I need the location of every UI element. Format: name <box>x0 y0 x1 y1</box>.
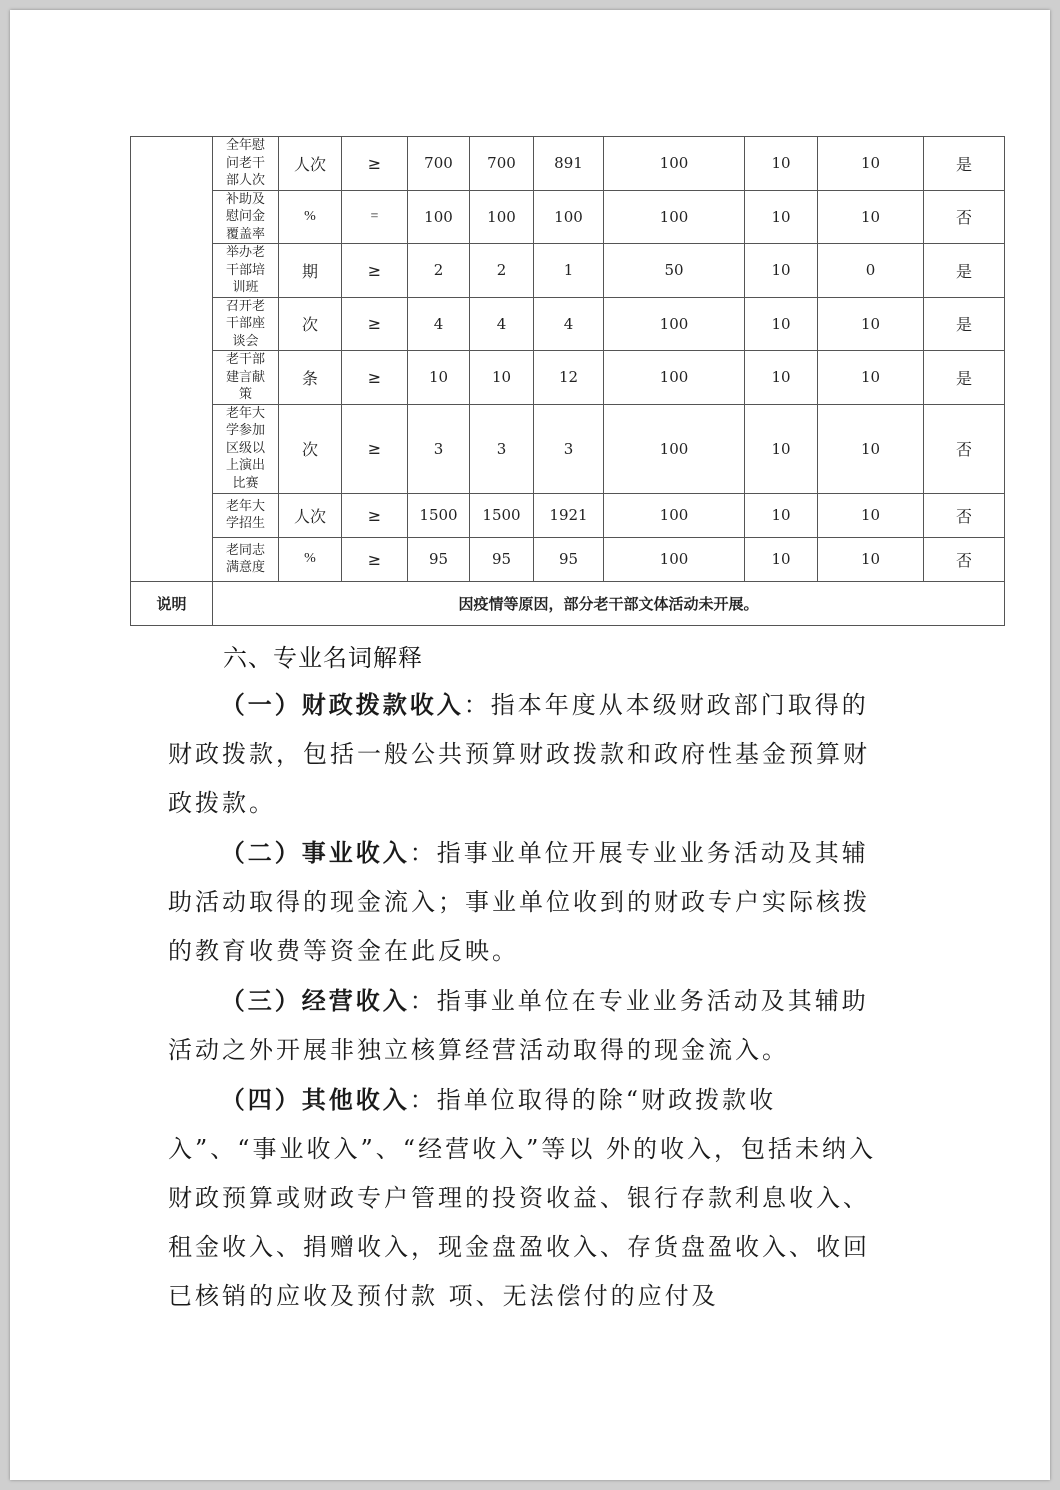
weight-cell: 10 <box>745 244 818 298</box>
indicator-name-cell <box>213 297 279 351</box>
indicator-name-cell <box>213 244 279 298</box>
indicator-name: 召开老干部座谈会 <box>225 298 265 349</box>
unit-cell: 条 <box>279 351 342 405</box>
note-row <box>131 581 1005 625</box>
indicator-name: 老年大学参加区级以上演出比赛 <box>225 405 265 491</box>
definition-paragraph <box>168 1075 883 1321</box>
actual-value-cell: 95 <box>534 537 604 581</box>
indicator-name-cell <box>213 190 279 244</box>
target-value-cell: 700 <box>408 137 470 191</box>
target-value-cell: 100 <box>408 190 470 244</box>
core-indicator-cell: 否 <box>924 493 1005 537</box>
score-cell: 0 <box>818 244 924 298</box>
note-label: 说明 <box>131 581 213 625</box>
weight-cell: 10 <box>745 351 818 405</box>
core-indicator-cell: 否 <box>924 190 1005 244</box>
plan-value-cell: 1500 <box>470 493 534 537</box>
indicator-name: 全年慰问老干部人次 <box>225 138 265 188</box>
plan-value-cell: 10 <box>470 351 534 405</box>
unit-cell: 人次 <box>279 493 342 537</box>
definition-term: （一）财政拨款收入 <box>220 690 464 719</box>
target-value-cell: 4 <box>408 297 470 351</box>
operator-cell: ≥ <box>342 404 408 493</box>
indicator-name: 补助及慰问金覆盖率 <box>225 191 265 242</box>
target-value-cell: 10 <box>408 351 470 405</box>
actual-value-cell: 12 <box>534 351 604 405</box>
score-cell: 10 <box>818 351 924 405</box>
score-cell: 10 <box>818 190 924 244</box>
indicator-name: 举办老干部培训班 <box>225 245 265 295</box>
definition-term: （二）事业收入 <box>220 838 410 867</box>
note-text: 因疫情等原因，部分老干部文体活动未开展。 <box>213 581 1005 625</box>
definition-text: ：指事业单位开展专业业务活动及其辅助活动取得的现金流入；事业单位收到的财政专户实际核拨的教育收费等资金在此反映。 <box>168 839 870 965</box>
operator-cell: ≥ <box>342 297 408 351</box>
table-row <box>131 297 1005 351</box>
indicator-name-cell <box>213 493 279 537</box>
operator-cell: ≥ <box>342 537 408 581</box>
completion-rate-cell: 100 <box>604 351 745 405</box>
weight-cell: 10 <box>745 404 818 493</box>
indicator-name-cell <box>213 404 279 493</box>
target-value-cell: 2 <box>408 244 470 298</box>
indicator-name: 老干部建言献策 <box>225 352 265 402</box>
table-row <box>131 137 1005 191</box>
definition-paragraph <box>168 976 883 1075</box>
core-indicator-cell: 是 <box>924 351 1005 405</box>
target-value-cell: 3 <box>408 404 470 493</box>
weight-cell: 10 <box>745 493 818 537</box>
plan-value-cell: 4 <box>470 297 534 351</box>
indicator-name-cell <box>213 351 279 405</box>
completion-rate-cell: 100 <box>604 297 745 351</box>
indicator-name-cell <box>213 537 279 581</box>
definition-paragraph <box>168 680 883 828</box>
plan-value-cell: 100 <box>470 190 534 244</box>
operator-cell: ≥ <box>342 137 408 191</box>
score-cell: 10 <box>818 537 924 581</box>
unit-cell: % <box>279 537 342 581</box>
operator-cell: = <box>342 190 408 244</box>
document-page <box>10 10 1050 1480</box>
core-indicator-cell: 是 <box>924 297 1005 351</box>
plan-value-cell: 3 <box>470 404 534 493</box>
core-indicator-cell: 是 <box>924 137 1005 191</box>
score-cell: 10 <box>818 137 924 191</box>
definition-text: ：指单位取得的除“财政拨款收入”、“事业收入”、“经营收入”等以 外的收入，包括未纳入财政预算或财政专户管理的投资收益、银行存款利息收入、租金收入、捐赠收入，现金盘盈收入、存货盘盈收入、收回已核销的应收及预付款 项、无法偿付的应付及 <box>168 1086 876 1310</box>
table-row <box>131 404 1005 493</box>
definition-text: ：指本年度从本级财政部门取得的财政拨款，包括一般公共预算财政拨款和政府性基金预算财政拨款。 <box>168 691 870 817</box>
operator-cell: ≥ <box>342 351 408 405</box>
weight-cell: 10 <box>745 137 818 191</box>
core-indicator-cell: 否 <box>924 537 1005 581</box>
operator-cell: ≥ <box>342 493 408 537</box>
definitions <box>168 680 883 1321</box>
table-row <box>131 351 1005 405</box>
weight-cell: 10 <box>745 537 818 581</box>
unit-cell: 次 <box>279 404 342 493</box>
score-cell: 10 <box>818 297 924 351</box>
completion-rate-cell: 100 <box>604 190 745 244</box>
table-row <box>131 244 1005 298</box>
score-cell: 10 <box>818 404 924 493</box>
plan-value-cell: 95 <box>470 537 534 581</box>
unit-cell: % <box>279 190 342 244</box>
actual-value-cell: 100 <box>534 190 604 244</box>
actual-value-cell: 4 <box>534 297 604 351</box>
completion-rate-cell: 100 <box>604 137 745 191</box>
indicator-name: 老同志满意度 <box>225 542 265 575</box>
indicator-name-cell <box>213 137 279 191</box>
actual-value-cell: 891 <box>534 137 604 191</box>
operator-cell: ≥ <box>342 244 408 298</box>
completion-rate-cell: 50 <box>604 244 745 298</box>
indicator-name: 老年大学招生 <box>225 498 265 531</box>
unit-cell: 期 <box>279 244 342 298</box>
table-row <box>131 537 1005 581</box>
target-value-cell: 1500 <box>408 493 470 537</box>
definition-term: （四）其他收入 <box>220 1085 410 1114</box>
definition-text: ：指事业单位在专业业务活动及其辅助活动之外开展非独立核算经营活动取得的现金流入。 <box>168 987 869 1064</box>
core-indicator-cell: 否 <box>924 404 1005 493</box>
actual-value-cell: 3 <box>534 404 604 493</box>
actual-value-cell: 1921 <box>534 493 604 537</box>
plan-value-cell: 700 <box>470 137 534 191</box>
section-title: 六、专业名词解释 <box>223 644 423 672</box>
weight-cell: 10 <box>745 297 818 351</box>
category-cell <box>131 137 213 582</box>
score-cell: 10 <box>818 493 924 537</box>
plan-value-cell: 2 <box>470 244 534 298</box>
completion-rate-cell: 100 <box>604 493 745 537</box>
unit-cell: 人次 <box>279 137 342 191</box>
completion-rate-cell: 100 <box>604 404 745 493</box>
weight-cell: 10 <box>745 190 818 244</box>
performance-table <box>130 136 1005 626</box>
actual-value-cell: 1 <box>534 244 604 298</box>
table-row <box>131 190 1005 244</box>
definition-term: （三）经营收入 <box>220 986 410 1015</box>
completion-rate-cell: 100 <box>604 537 745 581</box>
table-row <box>131 493 1005 537</box>
unit-cell: 次 <box>279 297 342 351</box>
definition-paragraph <box>168 828 883 976</box>
target-value-cell: 95 <box>408 537 470 581</box>
core-indicator-cell: 是 <box>924 244 1005 298</box>
